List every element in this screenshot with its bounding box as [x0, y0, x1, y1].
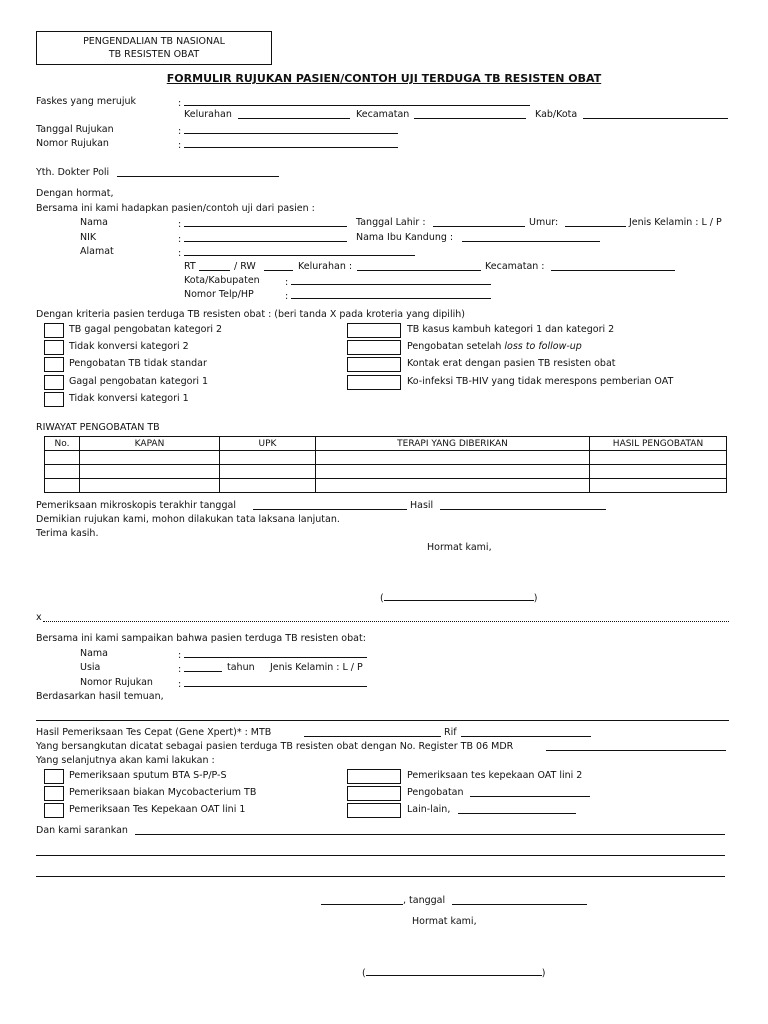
s2-nomor-rujukan-field[interactable]: :	[178, 677, 367, 691]
tanggal-rujukan-field[interactable]: :	[178, 124, 398, 138]
signature-1-open: (	[380, 593, 384, 604]
s2-tahun: tahun	[227, 662, 255, 673]
rw-field[interactable]	[264, 261, 293, 275]
faskes-kecamatan-label: Kecamatan	[356, 109, 410, 120]
action-checkbox-r3[interactable]	[347, 803, 401, 818]
nama-ibu-field[interactable]	[462, 232, 600, 246]
cut-line	[43, 621, 729, 622]
riwayat-header-terapi: TERAPI YANG DIBERIKAN	[316, 437, 590, 451]
s2-jenis-kelamin: Jenis Kelamin : L / P	[270, 662, 363, 673]
signature-2-close: )	[541, 968, 546, 979]
mikroskopis-hasil-field[interactable]	[440, 500, 606, 514]
criteria-checkbox-r2[interactable]	[347, 340, 401, 355]
tanggal-lahir-field[interactable]	[433, 217, 525, 231]
action-checkbox-2[interactable]	[44, 786, 64, 801]
cut-mark: x	[36, 612, 42, 623]
action-right-1: Pemeriksaan tes kepekaan OAT lini 2	[407, 770, 583, 781]
mikroskopis-hasil-label: Hasil	[410, 500, 434, 511]
action-right-3-field[interactable]	[458, 804, 576, 818]
s2-nama-label: Nama	[80, 648, 109, 659]
closing-2: Terima kasih.	[36, 528, 99, 539]
yth-label: Yth. Dokter Poli	[36, 167, 110, 178]
hormat-kami-2: Hormat kami,	[412, 916, 477, 927]
riwayat-header-kapan: KAPAN	[80, 437, 220, 451]
criteria-right-2-prefix: Pengobatan setelah	[407, 341, 505, 352]
criteria-checkbox-2[interactable]	[44, 340, 64, 355]
s2-genexpert-label: Hasil Pemeriksaan Tes Cepat (Gene Xpert)* : MTB	[36, 727, 272, 738]
hormat-kami-1: Hormat kami,	[427, 542, 492, 553]
criteria-checkbox-3[interactable]	[44, 357, 64, 372]
telp-field[interactable]: :	[285, 289, 491, 303]
table-row[interactable]	[45, 479, 727, 493]
riwayat-table	[44, 436, 727, 493]
intro-text: Bersama ini kami hadapkan pasien/contoh uji dari pasien :	[36, 203, 315, 214]
faskes-field[interactable]: :	[178, 96, 530, 110]
table-row[interactable]	[45, 465, 727, 479]
action-checkbox-r2[interactable]	[347, 786, 401, 801]
s2-usia-label: Usia	[80, 662, 101, 673]
s2-genexpert-field[interactable]	[304, 727, 441, 741]
action-left-2: Pemeriksaan biakan Mycobacterium TB	[69, 787, 257, 798]
kelurahan-field[interactable]	[357, 261, 481, 275]
criteria-right-2	[407, 341, 582, 353]
criteria-checkbox-5[interactable]	[44, 392, 64, 407]
s2-saran-field[interactable]	[135, 825, 725, 839]
action-left-1: Pemeriksaan sputum BTA S-P/P-S	[69, 770, 227, 781]
faskes-label: Faskes yang merujuk	[36, 96, 137, 107]
greeting: Dengan hormat,	[36, 188, 114, 199]
criteria-right-2-italic: loss to follow-up	[504, 341, 582, 352]
s2-tanggal-field[interactable]	[452, 895, 587, 909]
s2-rif-label: Rif	[444, 727, 457, 738]
faskes-kecamatan-field[interactable]	[414, 109, 526, 123]
nomor-rujukan-label: Nomor Rujukan	[36, 138, 109, 149]
s2-temuan: Berdasarkan hasil temuan,	[36, 691, 164, 702]
criteria-checkbox-r1[interactable]	[347, 323, 401, 338]
riwayat-header-upk: UPK	[220, 437, 316, 451]
faskes-kabkota-label: Kab/Kota	[535, 109, 578, 120]
tanggal-lahir-label: Tanggal Lahir :	[356, 217, 426, 228]
s2-register-label: Yang bersangkutan dicatat sebagai pasien terduga TB resisten obat dengan No. Register TB 06 MDR	[36, 741, 514, 752]
criteria-checkbox-r3[interactable]	[347, 357, 401, 372]
s2-register-field[interactable]	[546, 741, 726, 755]
s2-usia-field[interactable]: :	[178, 662, 222, 676]
nama-ibu-label: Nama Ibu Kandung :	[356, 232, 454, 243]
criteria-left-3: Pengobatan TB tidak standar	[69, 358, 207, 369]
kelurahan-label: Kelurahan :	[298, 261, 353, 272]
s2-rif-field[interactable]	[461, 727, 591, 741]
rw-label: / RW	[234, 261, 256, 272]
signature-1[interactable]	[380, 591, 537, 605]
s2-tanggal-label: , tanggal	[403, 895, 446, 906]
rt-label: RT	[184, 261, 196, 272]
table-row[interactable]	[45, 451, 727, 465]
faskes-kelurahan-label: Kelurahan	[184, 109, 232, 120]
rt-field[interactable]	[199, 261, 230, 275]
s2-nama-field[interactable]: :	[178, 648, 367, 662]
kota-label: Kota/Kabupaten	[184, 275, 260, 286]
criteria-left-4: Gagal pengobatan kategori 1	[69, 376, 209, 387]
criteria-left-5: Tidak konversi kategori 1	[69, 393, 189, 404]
action-checkbox-1[interactable]	[44, 769, 64, 784]
kecamatan-field[interactable]	[551, 261, 675, 275]
riwayat-header-row	[45, 437, 727, 451]
action-right-2: Pengobatan	[407, 787, 464, 798]
action-left-3: Pemeriksaan Tes Kepekaan OAT lini 1	[69, 804, 246, 815]
action-checkbox-3[interactable]	[44, 803, 64, 818]
alamat-field[interactable]: :	[178, 246, 415, 260]
criteria-checkbox-r4[interactable]	[347, 375, 401, 390]
action-right-2-field[interactable]	[470, 787, 590, 801]
criteria-right-3: Kontak erat dengan pasien TB resisten obat	[407, 358, 616, 369]
tanggal-rujukan-label: Tanggal Rujukan	[36, 124, 114, 135]
mikroskopis-label: Pemeriksaan mikroskopis terakhir tanggal	[36, 500, 236, 511]
page-title: FORMULIR RUJUKAN PASIEN/CONTOH UJI TERDUGA TB RESISTEN OBAT	[166, 72, 602, 85]
nik-label: NIK	[80, 232, 97, 243]
alamat-label: Alamat	[80, 246, 114, 257]
criteria-intro: Dengan kriteria pasien terduga TB resisten obat : (beri tanda X pada kroteria yang dipilih)	[36, 309, 465, 320]
nama-label: Nama	[80, 217, 109, 228]
header-line-2: TB RESISTEN OBAT	[108, 49, 200, 60]
s2-saran-line-3[interactable]	[36, 876, 725, 877]
criteria-checkbox-4[interactable]	[44, 375, 64, 390]
header-box	[36, 31, 272, 65]
criteria-left-2: Tidak konversi kategori 2	[69, 341, 189, 352]
section2-intro: Bersama ini kami sampaikan bahwa pasien terduga TB resisten obat:	[36, 633, 366, 644]
s2-saran-line-2[interactable]	[36, 855, 725, 856]
faskes-kabkota-field[interactable]	[583, 109, 728, 123]
riwayat-header-hasil: HASIL PENGOBATAN	[590, 437, 727, 451]
telp-label: Nomor Telp/HP	[184, 289, 254, 300]
s2-nomor-rujukan-label: Nomor Rujukan	[80, 677, 153, 688]
yth-field[interactable]	[117, 167, 279, 181]
nik-field[interactable]: :	[178, 232, 347, 246]
nomor-rujukan-field[interactable]: :	[178, 138, 398, 152]
s2-saran-label: Dan kami sarankan	[36, 825, 128, 836]
criteria-right-1: TB kasus kambuh kategori 1 dan kategori 2	[407, 324, 615, 335]
criteria-checkbox-1[interactable]	[44, 323, 64, 338]
s2-tanggal-place-field[interactable]	[321, 895, 403, 909]
header-line-1: PENGENDALIAN TB NASIONAL	[83, 36, 225, 47]
s2-temuan-line[interactable]	[36, 720, 729, 721]
nama-field[interactable]: :	[178, 217, 347, 231]
signature-2-open: (	[362, 968, 366, 979]
jenis-kelamin-label: Jenis Kelamin : L / P	[629, 217, 722, 228]
s2-akan-label: Yang selanjutnya akan kami lakukan :	[36, 755, 215, 766]
action-checkbox-r1[interactable]	[347, 769, 401, 784]
criteria-left-1: TB gagal pengobatan kategori 2	[69, 324, 223, 335]
mikroskopis-field[interactable]	[253, 500, 407, 514]
action-right-3: Lain-lain,	[407, 804, 451, 815]
kota-field[interactable]: :	[285, 275, 491, 289]
umur-field[interactable]	[565, 217, 626, 231]
signature-1-close: )	[533, 593, 538, 604]
riwayat-title: RIWAYAT PENGOBATAN TB	[36, 422, 160, 433]
signature-2[interactable]	[362, 966, 545, 980]
faskes-kelurahan-field[interactable]	[238, 109, 350, 123]
umur-label: Umur:	[529, 217, 559, 228]
closing-1: Demikian rujukan kami, mohon dilakukan tata laksana lanjutan.	[36, 514, 340, 525]
kecamatan-label: Kecamatan :	[485, 261, 545, 272]
criteria-right-4: Ko-infeksi TB-HIV yang tidak merespons pemberian OAT	[407, 376, 674, 387]
riwayat-header-no: No.	[45, 437, 80, 451]
